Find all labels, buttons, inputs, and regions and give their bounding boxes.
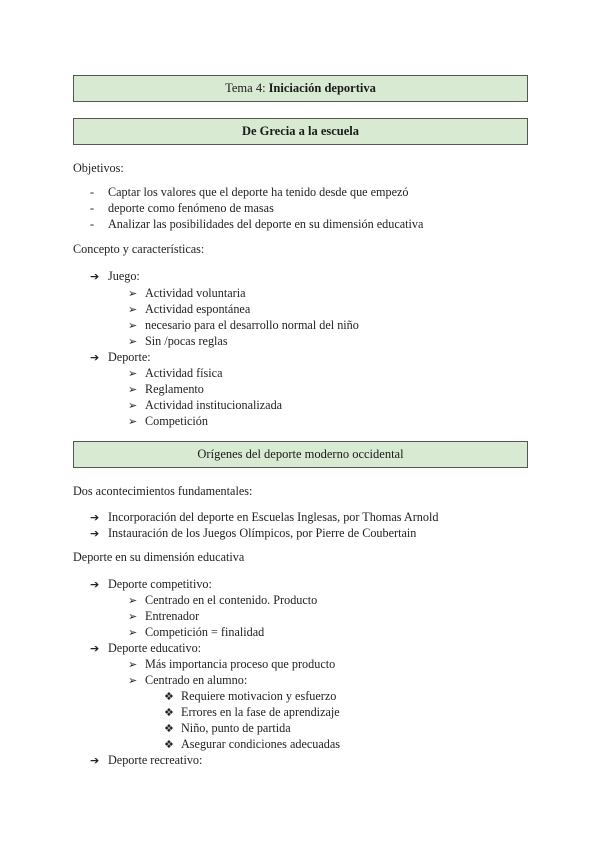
list-item: Incorporación del deporte en Escuelas Inglesas, por Thomas Arnold bbox=[108, 510, 439, 524]
chevron-bullet-icon: ➢ bbox=[128, 287, 138, 300]
diamond-bullet-icon: ❖ bbox=[164, 706, 174, 719]
list-item: Deporte educativo: bbox=[108, 641, 202, 655]
objectives-heading: Objetivos: bbox=[73, 161, 124, 175]
list-item: Competición = finalidad bbox=[145, 625, 265, 639]
dash-bullet: - bbox=[90, 201, 95, 215]
list-item: Captar los valores que el deporte ha tenido desde que empezó bbox=[108, 185, 409, 199]
list-item: Más importancia proceso que producto bbox=[145, 657, 336, 671]
arrow-bullet-icon: ➔ bbox=[90, 270, 100, 283]
list-item: Competición bbox=[145, 414, 208, 428]
diamond-bullet-icon: ❖ bbox=[164, 722, 174, 735]
list-item: Actividad voluntaria bbox=[145, 286, 246, 300]
arrow-bullet-icon: ➔ bbox=[90, 754, 100, 767]
list-item: Sin /pocas reglas bbox=[145, 334, 228, 348]
list-item: Juego: bbox=[108, 269, 140, 283]
diamond-bullet-icon: ❖ bbox=[164, 738, 174, 751]
list-item: Actividad institucionalizada bbox=[145, 398, 283, 412]
chevron-bullet-icon: ➢ bbox=[128, 610, 138, 623]
chevron-bullet-icon: ➢ bbox=[128, 303, 138, 316]
list-item: Analizar las posibilidades del deporte en su dimensión educativa bbox=[108, 217, 424, 231]
list-item: Centrado en alumno: bbox=[145, 673, 248, 687]
section-title-box bbox=[73, 441, 528, 468]
list-item: necesario para el desarrollo normal del niño bbox=[145, 318, 359, 332]
educational-heading: Deporte en su dimensión educativa bbox=[73, 550, 245, 564]
list-item: Requiere motivacion y esfuerzo bbox=[181, 689, 337, 703]
arrow-bullet-icon: ➔ bbox=[90, 642, 100, 655]
arrow-bullet-icon: ➔ bbox=[90, 527, 100, 540]
list-item: Instauración de los Juegos Olímpicos, por Pierre de Coubertain bbox=[108, 526, 417, 540]
arrow-bullet-icon: ➔ bbox=[90, 511, 100, 524]
topic-title: Iniciación deportiva bbox=[268, 81, 376, 95]
chevron-bullet-icon: ➢ bbox=[128, 658, 138, 671]
chevron-bullet-icon: ➢ bbox=[128, 626, 138, 639]
list-item: Deporte recreativo: bbox=[108, 753, 203, 767]
section-title: De Grecia a la escuela bbox=[241, 124, 360, 138]
list-item: Entrenador bbox=[145, 609, 200, 623]
dash-bullet: - bbox=[90, 217, 95, 231]
list-item: Asegurar condiciones adecuadas bbox=[181, 737, 341, 751]
section-title-box bbox=[73, 118, 528, 145]
chevron-bullet-icon: ➢ bbox=[128, 594, 138, 607]
list-item: Reglamento bbox=[145, 382, 204, 396]
section-title: Orígenes del deporte moderno occidental bbox=[197, 447, 404, 461]
events-heading: Dos acontecimientos fundamentales: bbox=[73, 484, 253, 498]
list-item: Errores en la fase de aprendizaje bbox=[181, 705, 340, 719]
list-item: Niño, punto de partida bbox=[181, 721, 291, 735]
arrow-bullet-icon: ➔ bbox=[90, 351, 100, 364]
diamond-bullet-icon: ❖ bbox=[164, 690, 174, 703]
chevron-bullet-icon: ➢ bbox=[128, 399, 138, 412]
list-item: Deporte: bbox=[108, 350, 151, 364]
concept-heading: Concepto y características: bbox=[73, 242, 205, 256]
arrow-bullet-icon: ➔ bbox=[90, 578, 100, 591]
topic-prefix: Tema 4: bbox=[225, 81, 266, 95]
list-item: Centrado en el contenido. Producto bbox=[145, 593, 318, 607]
chevron-bullet-icon: ➢ bbox=[128, 383, 138, 396]
chevron-bullet-icon: ➢ bbox=[128, 319, 138, 332]
list-item: Deporte competitivo: bbox=[108, 577, 212, 591]
chevron-bullet-icon: ➢ bbox=[128, 335, 138, 348]
topic-title-box bbox=[73, 75, 528, 102]
list-item: Actividad espontánea bbox=[145, 302, 251, 316]
list-item: deporte como fenómeno de masas bbox=[108, 201, 274, 215]
chevron-bullet-icon: ➢ bbox=[128, 415, 138, 428]
list-item: Actividad física bbox=[145, 366, 223, 380]
chevron-bullet-icon: ➢ bbox=[128, 674, 138, 687]
dash-bullet: - bbox=[90, 185, 95, 199]
chevron-bullet-icon: ➢ bbox=[128, 367, 138, 380]
